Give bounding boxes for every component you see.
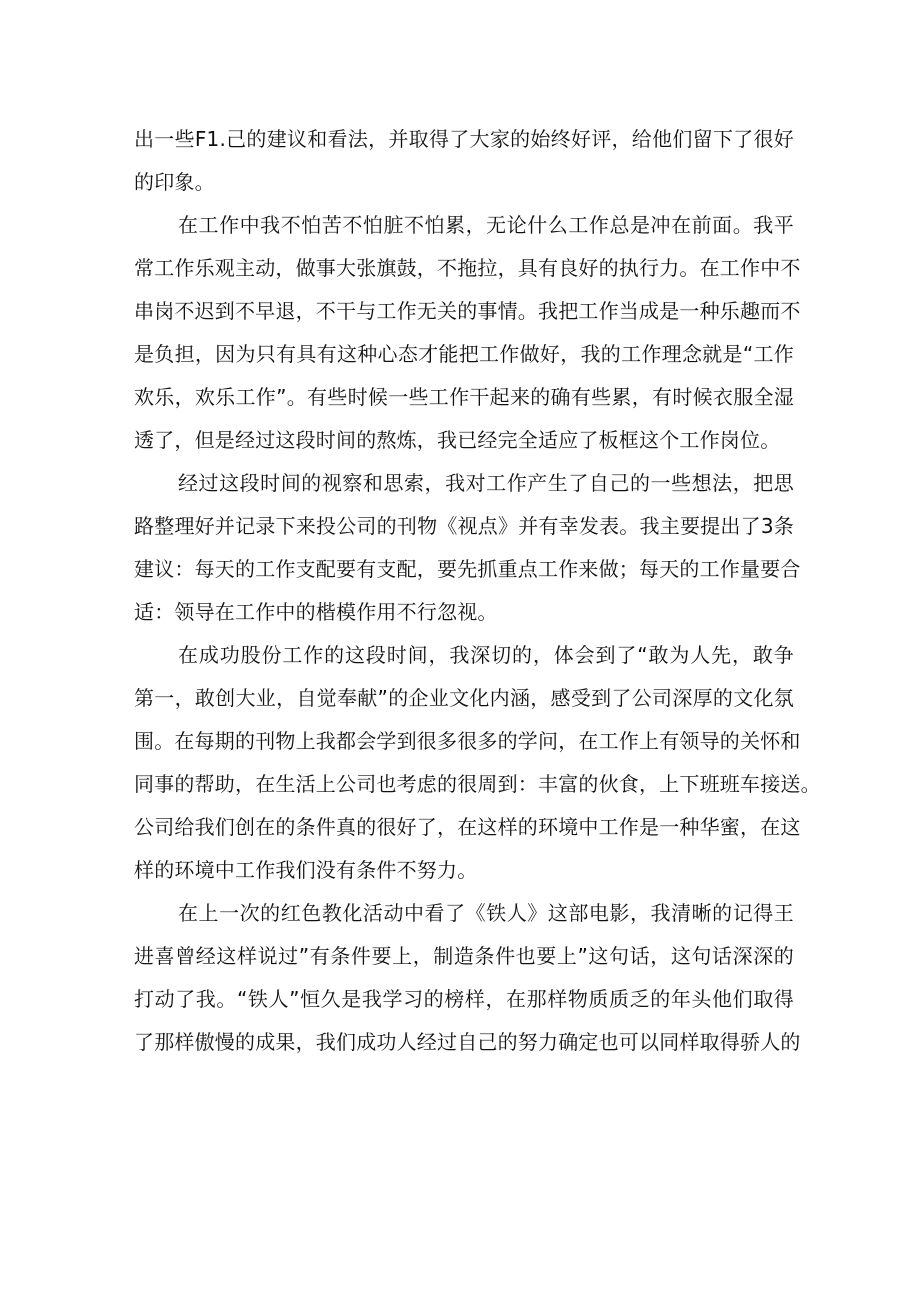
text-line: 透了，但是经过这段时间的熬炼，我已经完全适应了板框这个工作岗位。 (134, 428, 781, 452)
text-line: 在工作中我不怕苦不怕脏不怕累，无论什么工作总是冲在前面。我平 (178, 213, 794, 237)
text-line: 经过这段时间的视察和思索，我对工作产生了自己的一些想法，把思 (178, 471, 794, 495)
paragraph-4 (134, 634, 821, 892)
text-line: 在上一次的红色教化活动中看了《铁人》这部电影，我清晰的记得王 (178, 901, 794, 925)
text-line: 打动了我。“铁人”恒久是我学习的榜样，在那样物质质乏的年头他们取得 (134, 987, 794, 1011)
text-line: 公司给我们创在的条件真的很好了，在这样的环境中工作是一种华蜜，在这 (134, 815, 801, 839)
text-line: 样的环境中工作我们没有条件不努力。 (134, 858, 478, 882)
text-line: 是负担，因为只有具有这种心态才能把工作做好，我的工作理念就是“工作 (134, 342, 794, 366)
text-line: 围。在每期的刊物上我都会学到很多很多的学问，在工作上有领导的关怀和 (134, 729, 801, 753)
text-line: 欢乐，欢乐工作”。有些时候一些工作干起来的确有些累，有时候衣服全湿 (134, 385, 794, 409)
paragraph-5 (134, 892, 801, 1064)
text-line: 在成功股份工作的这段时间，我深切的，体会到了“敢为人先，敢争 (178, 643, 794, 667)
text-line: 第一，敢创大业，自觉奉献”的企业文化内涵，感受到了公司深厚的文化氛 (134, 686, 794, 710)
paragraph-1 (134, 118, 794, 204)
text-line: 建议：每天的工作支配要有支配，要先抓重点工作来做；每天的工作量要合 (134, 557, 801, 581)
text-line: 适：领导在工作中的楷模作用不行忽视。 (134, 600, 498, 624)
text-line: 出一些F1.己的建议和看法，并取得了大家的始终好评，给他们留下了很好 (134, 127, 794, 151)
text-line: 串岗不迟到不早退，不干与工作无关的事情。我把工作当成是一种乐趣而不 (134, 299, 801, 323)
paragraph-3 (134, 462, 801, 634)
text-line: 的印象。 (134, 170, 215, 194)
text-line: 常工作乐观主动，做事大张旗鼓，不拖拉，具有良好的执行力。在工作中不 (134, 256, 801, 280)
text-line: 同事的帮助，在生活上公司也考虑的很周到：丰富的伙食，上下班班车接送。 (134, 772, 821, 796)
text-line: 路整理好并记录下来投公司的刊物《视点》并有幸发表。我主要提出了3条 (134, 514, 794, 538)
document-body (134, 118, 821, 1064)
text-line: 进喜曾经这样说过”有条件要上，制造条件也要上”这句话，这句话深深的 (134, 944, 794, 968)
text-line: 了那样傲慢的成果，我们成功人经过自己的努力确定也可以同样取得骄人的 (134, 1030, 801, 1054)
paragraph-2 (134, 204, 801, 462)
